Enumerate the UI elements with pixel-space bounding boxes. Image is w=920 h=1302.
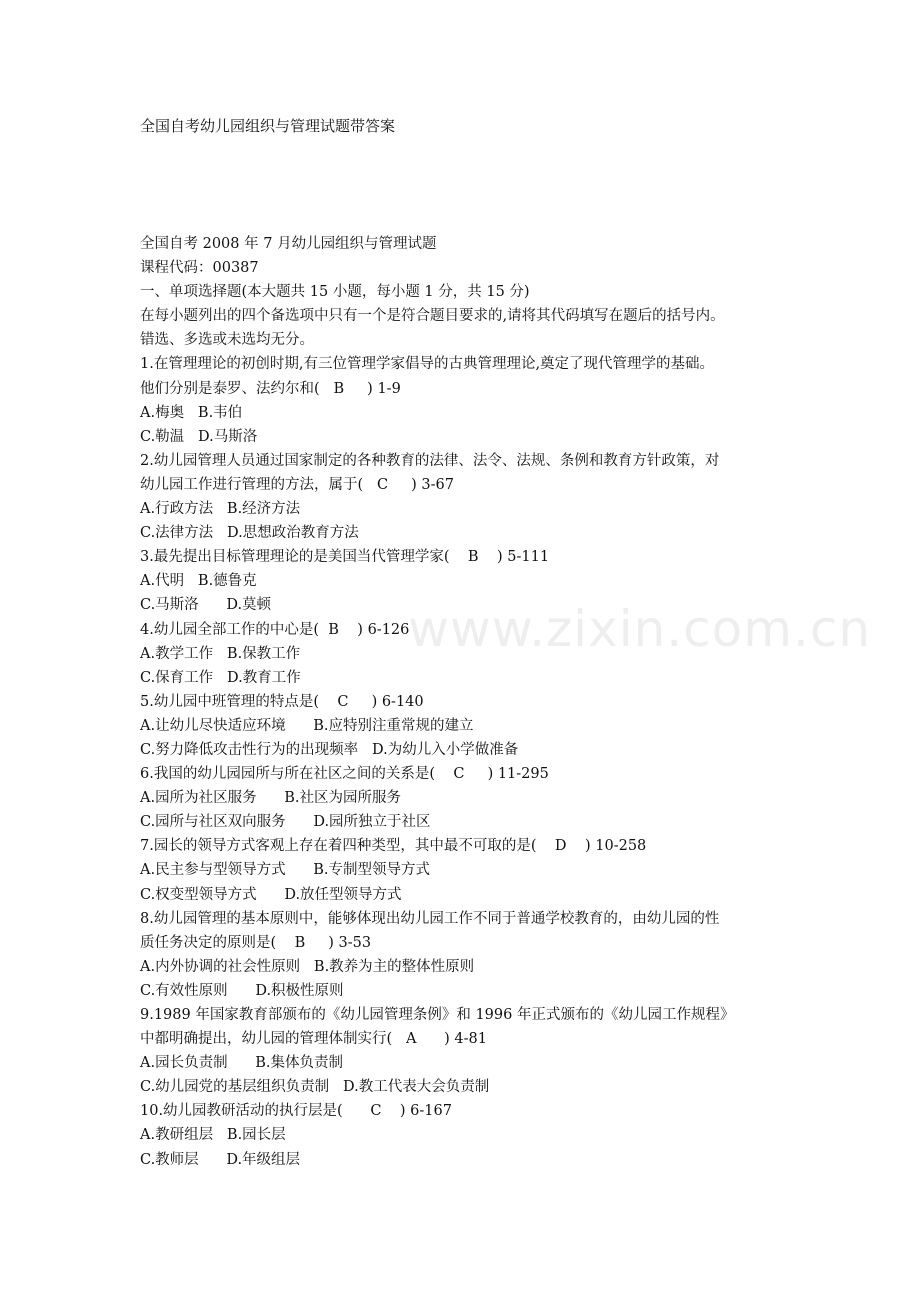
text-line: A.内外协调的社会性原则 B.教养为主的整体性原则	[140, 958, 475, 975]
text-line: C.园所与社区双向服务 D.园所独立于社区	[140, 814, 431, 831]
text-line: A.园长负责制 B.集体负责制	[140, 1055, 343, 1072]
text-line: 4.幼儿园全部工作的中心是( B ) 6-126	[140, 621, 410, 638]
text-line: C.教师层 D.年级组层	[140, 1151, 301, 1168]
text-line: C.保育工作 D.教育工作	[140, 669, 301, 686]
text-line: A.让幼儿尽快适应环境 B.应特别注重常规的建立	[140, 717, 474, 734]
exam-content	[140, 232, 800, 1172]
text-line: 10.幼儿园教研活动的执行层是( C ) 6-167	[140, 1103, 452, 1120]
text-line: 在每小题列出的四个备选项中只有一个是符合题目要求的,请将其代码填写在题后的括号内。	[140, 308, 725, 325]
text-line: A.教学工作 B.保教工作	[140, 645, 301, 662]
text-line: 9.1989 年国家教育部颁布的《幼儿园管理条例》和 1996 年正式颁布的《幼儿园工作规程》	[140, 1007, 735, 1023]
text-line: 质任务决定的原则是( B ) 3-53	[140, 934, 372, 951]
text-line: 8.幼儿园管理的基本原则中，能够体现出幼儿园工作不同于普通学校教育的，由幼儿园的性	[140, 910, 720, 927]
text-line: 3.最先提出目标管理理论的是美国当代管理学家( B ) 5-111	[140, 549, 550, 566]
text-line: A.教研组层 B.园长层	[140, 1127, 286, 1144]
document-title: 全国自考幼儿园组织与管理试题带答案	[140, 117, 396, 135]
text-line: A.梅奥 B.韦伯	[140, 404, 243, 421]
text-line: 全国自考 2008 年 7 月幼儿园组织与管理试题	[140, 236, 437, 252]
text-line: A.代明 B.德鲁克	[140, 573, 257, 590]
text-line: A.民主参与型领导方式 B.专制型领导方式	[140, 862, 430, 879]
text-line: 7.园长的领导方式客观上存在着四种类型，其中最不可取的是( D ) 10-258	[140, 838, 647, 855]
text-line: 错选、多选或未选均无分。	[140, 332, 314, 349]
text-line: C.马斯洛 D.莫顿	[140, 597, 272, 614]
text-line: 课程代码：00387	[140, 260, 259, 277]
text-line: 5.幼儿园中班管理的特点是( C ) 6-140	[140, 693, 424, 710]
text-line: 一、单项选择题(本大题共 15 小题，每小题 1 分，共 15 分)	[140, 284, 530, 301]
text-line: C.努力降低攻击性行为的出现频率 D.为幼儿入小学做准备	[140, 741, 519, 758]
text-line: 6.我国的幼儿园园所与所在社区之间的关系是( C ) 11-295	[140, 766, 549, 783]
text-line: 他们分别是泰罗、法约尔和( B ) 1-9	[140, 380, 401, 397]
text-line: C.勒温 D.马斯洛	[140, 428, 258, 445]
text-line: 2.幼儿园管理人员通过国家制定的各种教育的法律、法令、法规、条例和教育方针政策，对	[140, 452, 720, 469]
watermark: www.zixin.com.cn	[408, 600, 872, 658]
text-line: C.幼儿园党的基层组织负责制 D.教工代表大会负责制	[140, 1079, 490, 1096]
text-line: 幼儿园工作进行管理的方法，属于( C ) 3-67	[140, 476, 454, 493]
text-line: C.权变型领导方式 D.放任型领导方式	[140, 886, 402, 903]
text-line: A.行政方法 B.经济方法	[140, 501, 301, 518]
text-line: 中都明确提出，幼儿园的管理体制实行( A ) 4-81	[140, 1031, 487, 1048]
text-line: C.有效性原则 D.积极性原则	[140, 982, 344, 999]
text-line: C.法律方法 D.思想政治教育方法	[140, 525, 359, 542]
text-line: 1.在管理理论的初创时期,有三位管理学家倡导的古典管理理论,奠定了现代管理学的基础。	[140, 356, 715, 373]
text-line: A.园所为社区服务 B.社区为园所服务	[140, 790, 401, 807]
